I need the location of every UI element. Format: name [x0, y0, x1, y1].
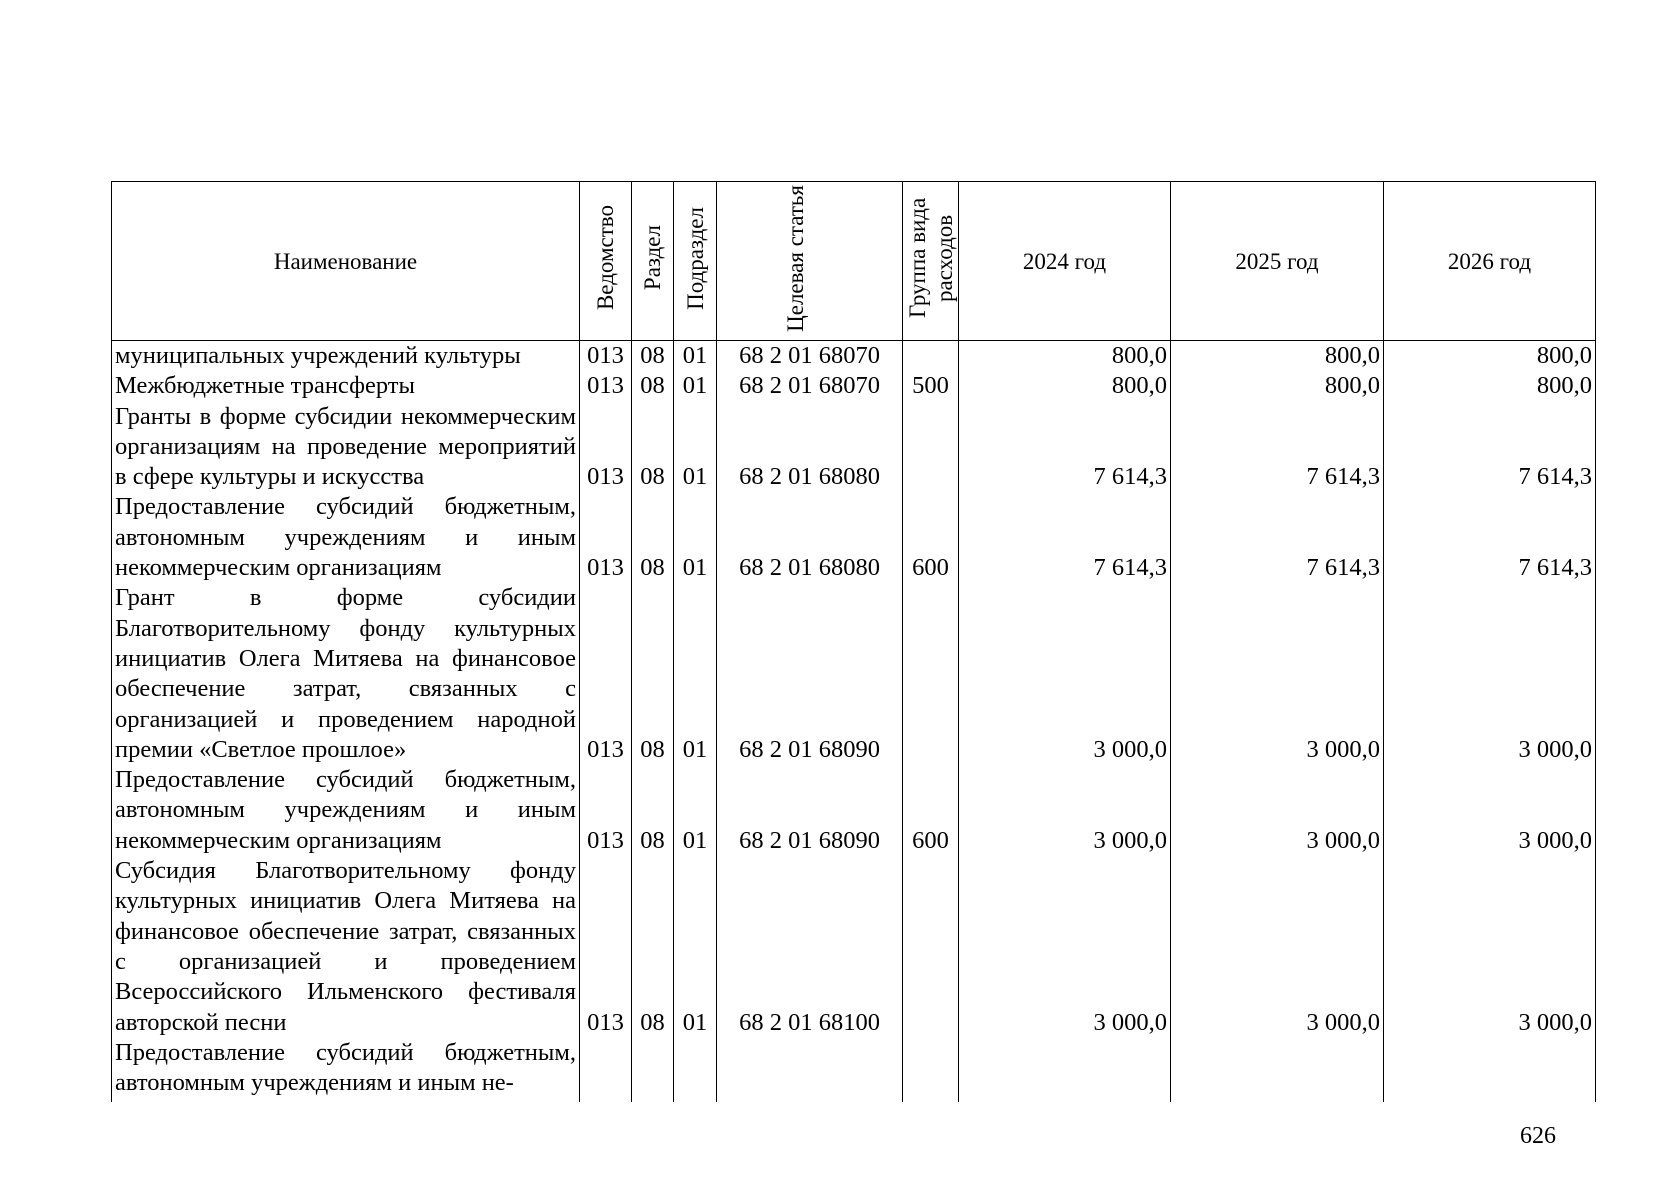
row-2025: 800,0: [1171, 341, 1384, 372]
row-celevaya-statya: [717, 1038, 903, 1102]
header-vedomstvo: Ведомство: [580, 182, 632, 341]
row-2026: 7 614,3: [1384, 402, 1596, 493]
header-podrazdel: Подраздел: [674, 182, 717, 341]
row-2026: 3 000,0: [1384, 856, 1596, 1038]
row-podrazdel: 01: [674, 856, 717, 1038]
row-vedomstvo: 013: [580, 341, 632, 372]
row-podrazdel: 01: [674, 402, 717, 493]
page-number: 626: [1520, 1123, 1556, 1149]
table-row: [112, 1038, 1596, 1102]
row-name: Предоставление субсидий бюджетным, автономным учреждениям и иным некоммерческим организациям: [112, 765, 580, 856]
row-gruppa: [903, 402, 959, 493]
row-razdel: 08: [632, 341, 674, 372]
header-celevaya-statya: Целевая статья: [717, 182, 903, 341]
row-2024: 3 000,0: [959, 583, 1171, 765]
header-gruppa-vida-rashodov: Группа вида расходов: [903, 182, 959, 341]
row-razdel: 08: [632, 371, 674, 401]
row-2025: 7 614,3: [1171, 402, 1384, 493]
budget-table: [111, 181, 1596, 1102]
row-name: муниципальных учреждений культуры: [112, 341, 580, 372]
table-row: [112, 402, 1596, 493]
table-header-row: [112, 182, 1596, 341]
row-razdel: 08: [632, 402, 674, 493]
row-2025: 800,0: [1171, 371, 1384, 401]
row-2024: [959, 1038, 1171, 1102]
header-2026: 2026 год: [1384, 182, 1596, 341]
row-gruppa: [903, 583, 959, 765]
table-row: [112, 765, 1596, 856]
table-row: [112, 492, 1596, 583]
row-2026: 7 614,3: [1384, 492, 1596, 583]
table-row: [112, 371, 1596, 401]
row-vedomstvo: 013: [580, 583, 632, 765]
row-razdel: 08: [632, 765, 674, 856]
row-podrazdel: 01: [674, 341, 717, 372]
row-2025: 3 000,0: [1171, 856, 1384, 1038]
header-2024: 2024 год: [959, 182, 1171, 341]
row-2024: 3 000,0: [959, 765, 1171, 856]
row-vedomstvo: 013: [580, 402, 632, 493]
row-gruppa: 600: [903, 492, 959, 583]
row-gruppa: [903, 856, 959, 1038]
row-2026: 800,0: [1384, 371, 1596, 401]
row-celevaya-statya: 68 2 01 68090: [717, 583, 903, 765]
row-2026: 3 000,0: [1384, 765, 1596, 856]
header-razdel: Раздел: [632, 182, 674, 341]
row-2024: 3 000,0: [959, 856, 1171, 1038]
row-gruppa: [903, 1038, 959, 1102]
row-razdel: 08: [632, 583, 674, 765]
header-name: Наименование: [112, 182, 580, 341]
row-vedomstvo: 013: [580, 492, 632, 583]
row-2025: [1171, 1038, 1384, 1102]
row-celevaya-statya: 68 2 01 68100: [717, 856, 903, 1038]
row-podrazdel: 01: [674, 765, 717, 856]
row-podrazdel: 01: [674, 371, 717, 401]
row-2024: 800,0: [959, 341, 1171, 372]
table-row: [112, 856, 1596, 1038]
row-name: Гранты в форме субсидии некоммерческим организациям на проведение мероприятий в сфере культуры и искусства: [112, 402, 580, 493]
row-vedomstvo: 013: [580, 371, 632, 401]
row-vedomstvo: 013: [580, 765, 632, 856]
row-gruppa: 500: [903, 371, 959, 401]
row-2026: 3 000,0: [1384, 583, 1596, 765]
row-2025: 3 000,0: [1171, 765, 1384, 856]
row-2024: 7 614,3: [959, 492, 1171, 583]
row-vedomstvo: 013: [580, 856, 632, 1038]
row-celevaya-statya: 68 2 01 68090: [717, 765, 903, 856]
row-celevaya-statya: 68 2 01 68080: [717, 492, 903, 583]
row-razdel: [632, 1038, 674, 1102]
row-razdel: 08: [632, 492, 674, 583]
row-2024: 7 614,3: [959, 402, 1171, 493]
row-name: Предоставление субсидий бюджетным, автономным учреждениям и иным некоммерческим организациям: [112, 492, 580, 583]
row-name: Предоставление субсидий бюджетным, автономным учреждениям и иным не-: [112, 1038, 580, 1102]
row-2025: 7 614,3: [1171, 492, 1384, 583]
row-gruppa: [903, 341, 959, 372]
row-podrazdel: [674, 1038, 717, 1102]
row-podrazdel: 01: [674, 492, 717, 583]
row-razdel: 08: [632, 856, 674, 1038]
row-podrazdel: 01: [674, 583, 717, 765]
row-2024: 800,0: [959, 371, 1171, 401]
table-row: [112, 341, 1596, 372]
header-2025: 2025 год: [1171, 182, 1384, 341]
row-celevaya-statya: 68 2 01 68070: [717, 341, 903, 372]
row-celevaya-statya: 68 2 01 68080: [717, 402, 903, 493]
row-2026: 800,0: [1384, 341, 1596, 372]
row-2026: [1384, 1038, 1596, 1102]
row-gruppa: 600: [903, 765, 959, 856]
row-name: Межбюджетные трансферты: [112, 371, 580, 401]
row-2025: 3 000,0: [1171, 583, 1384, 765]
row-name: Грант в форме субсидии Благотворительному фонду культурных инициатив Олега Митяева на финансовое обеспечение затрат, связанных с организацией и проведением народной премии «Светлое прошлое»: [112, 583, 580, 765]
row-name: Субсидия Благотворительному фонду культурных инициатив Олега Митяева на финансовое обеспечение затрат, связанных с организацией и проведением Всероссийского Ильменского фестиваля авторской песни: [112, 856, 580, 1038]
table-row: [112, 583, 1596, 765]
row-vedomstvo: [580, 1038, 632, 1102]
row-celevaya-statya: 68 2 01 68070: [717, 371, 903, 401]
